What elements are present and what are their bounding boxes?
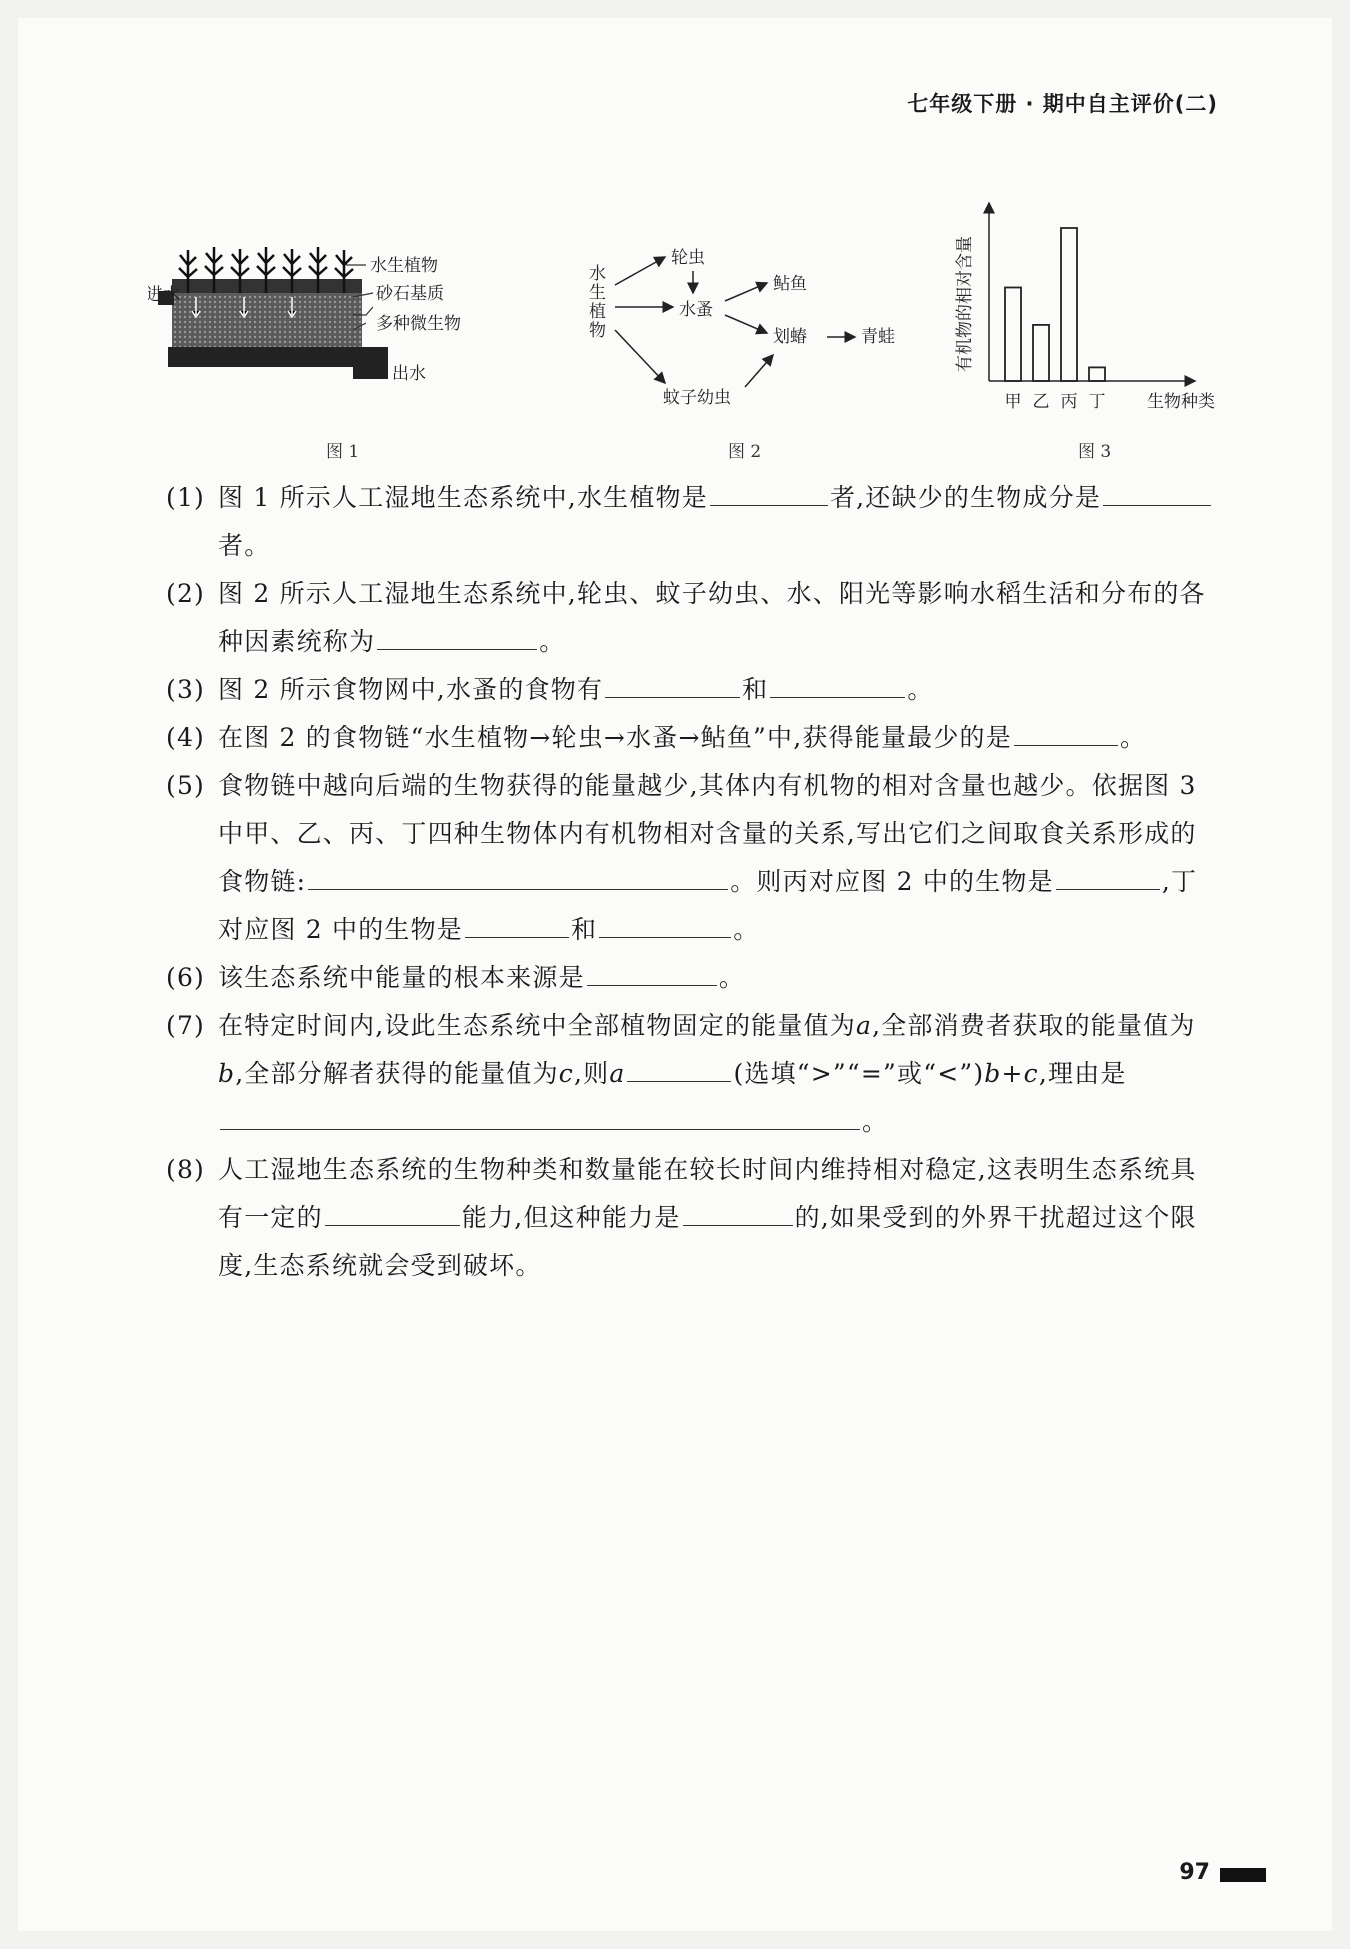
figure-1 (148, 235, 548, 405)
node-silverfish: 鲇鱼 (773, 274, 807, 294)
bar-4 (1089, 367, 1105, 381)
figure-2-food-web (585, 235, 915, 415)
answer-blank[interactable] (220, 1103, 860, 1130)
label-microbes: 多种微生物 (376, 314, 461, 334)
bar-1 (1005, 288, 1021, 382)
text-segment: 。则丙对应图 2 中的生物是 (730, 867, 1054, 896)
question-number: (5) (166, 771, 206, 800)
variable-b: b (218, 1059, 236, 1088)
text-segment: 。 (862, 1107, 889, 1136)
question-text (218, 1146, 1216, 1290)
text-segment: 。 (733, 915, 760, 944)
question-number: (6) (166, 963, 206, 992)
text-segment: ,丁对应图 2 中的生物是 (218, 867, 1198, 944)
answer-blank[interactable] (627, 1055, 731, 1082)
plant-char-4: 物 (589, 321, 606, 341)
question-number: (7) (166, 1011, 206, 1040)
node-waterflea: 水蚤 (679, 300, 713, 320)
variable-a: a (609, 1059, 626, 1088)
question-number: (8) (166, 1155, 206, 1184)
text-segment: 和 (571, 915, 598, 944)
question-4 (166, 714, 1216, 762)
figure-3 (945, 195, 1245, 420)
figure-2 (585, 235, 915, 415)
node-plant (589, 264, 606, 341)
y-axis-label: 有机物的相对含量 (955, 236, 975, 372)
node-dragonfly: 划蝽 (773, 327, 807, 347)
answer-blank[interactable] (1056, 863, 1160, 890)
label-gravel: 砂石基质 (376, 284, 444, 304)
page-number-bar (1220, 1868, 1266, 1882)
category-label-1: 甲 (1004, 392, 1022, 412)
question-text (218, 474, 1216, 570)
question-number: (4) (166, 723, 206, 752)
answer-blank[interactable] (1014, 719, 1118, 746)
text-segment: 图 2 所示食物网中,水蚤的食物有 (218, 675, 604, 704)
figure-1-caption: 图 1 (326, 442, 360, 462)
category-label-4: 丁 (1088, 392, 1106, 412)
answer-blank[interactable] (377, 623, 537, 650)
question-5 (166, 762, 1216, 954)
question-8 (166, 1146, 1216, 1290)
variable-c: c (558, 1059, 574, 1088)
text-segment: 人工湿地生态系统的生物种类和数量能在较长时间内维持相对稳定,这表明生态系统具有一定的 (218, 1155, 1197, 1232)
text-segment: 的,如果受到的外界干扰超过这个限度,生态系统就会受到破坏。 (218, 1203, 1197, 1280)
answer-blank[interactable] (308, 863, 728, 890)
answer-blank[interactable] (599, 911, 731, 938)
question-number: (3) (166, 675, 206, 704)
x-axis-label: 生物种类 (1147, 392, 1215, 412)
answer-blank[interactable] (465, 911, 569, 938)
label-inlet: 进水 (148, 285, 180, 305)
question-text (218, 762, 1216, 954)
text-segment: ,则 (573, 1059, 610, 1088)
category-label-2: 乙 (1032, 392, 1050, 412)
text-segment: ,全部消费者获取的能量值为 (872, 1011, 1196, 1040)
page-number: 97 (1179, 1860, 1210, 1885)
answer-blank[interactable] (587, 959, 717, 986)
answer-blank[interactable] (683, 1199, 793, 1226)
text-segment: 。 (907, 675, 934, 704)
text-segment: 该生态系统中能量的根本来源是 (218, 963, 585, 992)
food-web-arrows (615, 257, 855, 387)
text-segment: 图 2 所示人工湿地生态系统中,轮虫、蚊子幼虫、水、阳光等影响水稻生活和分布的各种因素统称为 (218, 579, 1206, 656)
label-plants: 水生植物 (370, 256, 438, 276)
label-outlet: 出水 (392, 364, 426, 384)
question-2 (166, 570, 1216, 666)
text-segment: 者,还缺少的生物成分是 (829, 483, 1102, 512)
text-segment: 。 (1119, 723, 1147, 752)
question-text (218, 570, 1216, 666)
figure-1-drawing (148, 235, 548, 405)
answer-blank[interactable] (710, 479, 828, 506)
node-larva: 蚊子幼虫 (663, 388, 731, 408)
text-segment: 图 1 所示人工湿地生态系统中,水生植物是 (218, 483, 708, 512)
text-segment: + (1001, 1059, 1024, 1088)
figure-3-bar-chart (945, 195, 1245, 420)
variable-c: c (1023, 1059, 1039, 1088)
node-rotifer: 轮虫 (671, 248, 705, 268)
answer-blank[interactable] (325, 1199, 460, 1226)
text-segment: 在图 2 的食物链“水生植物→轮虫→水蚤→鲇鱼”中,获得能量最少的是 (218, 723, 1012, 752)
text-segment: 者。 (218, 531, 271, 560)
question-1 (166, 474, 1216, 570)
question-6 (166, 954, 1216, 1002)
variable-b: b (984, 1059, 1002, 1088)
text-segment: 在特定时间内,设此生态系统中全部植物固定的能量值为 (218, 1011, 856, 1040)
answer-blank[interactable] (770, 671, 905, 698)
plant-char-3: 植 (589, 302, 606, 322)
question-number: (2) (166, 579, 206, 608)
text-segment: 。 (539, 627, 566, 656)
text-segment: ,理由是 (1038, 1059, 1127, 1088)
text-segment: 和 (742, 675, 769, 704)
text-segment: (选填“>”“=”或“<”) (733, 1059, 985, 1088)
question-text (218, 1002, 1216, 1146)
answer-blank[interactable] (1103, 479, 1211, 506)
bars (1005, 228, 1105, 381)
question-number: (1) (166, 483, 206, 512)
outlet-pipe (353, 357, 388, 379)
node-frog: 青蛙 (861, 327, 895, 347)
category-label-3: 丙 (1060, 392, 1078, 412)
plant-char-1: 水 (589, 264, 606, 284)
text-segment: 。 (718, 963, 746, 992)
page-header: 七年级下册 · 期中自主评价(二) (907, 92, 1218, 116)
answer-blank[interactable] (605, 671, 740, 698)
question-3 (166, 666, 1216, 714)
category-labels (1005, 392, 1106, 412)
text-segment: 能力,但这种能力是 (461, 1203, 681, 1232)
text-segment: ,全部分解者获得的能量值为 (235, 1059, 559, 1088)
figure-2-caption: 图 2 (728, 442, 762, 462)
question-7 (166, 1002, 1216, 1146)
question-text (218, 666, 1216, 714)
bar-3 (1061, 228, 1077, 381)
text-segment: 食物链中越向后端的生物获得的能量越少,其体内有机物的相对含量也越少。依据图 3 中甲、乙、丙、丁四种生物体内有机物相对含量的关系,写出它们之间取食关系形成的食物链: (218, 771, 1197, 896)
variable-a: a (855, 1011, 873, 1040)
question-text (218, 714, 1216, 762)
question-text (218, 954, 1216, 1002)
bar-2 (1033, 325, 1049, 381)
plant-char-2: 生 (589, 283, 606, 303)
figure-3-caption: 图 3 (1078, 442, 1112, 462)
